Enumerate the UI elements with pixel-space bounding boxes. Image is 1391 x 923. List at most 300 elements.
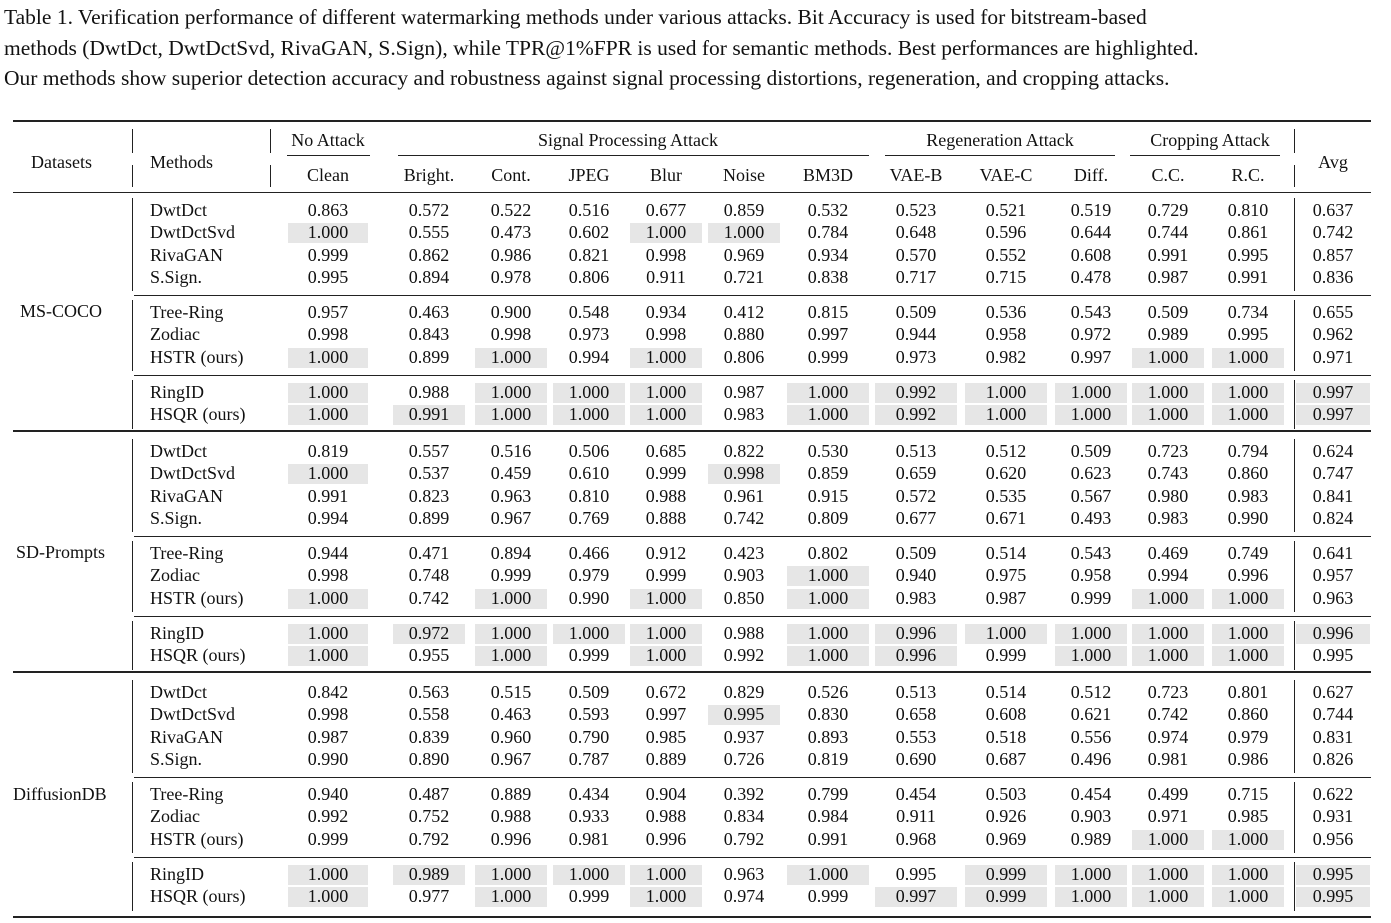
metric-value: 0.515	[490, 682, 532, 702]
metric-value: 1.000	[807, 404, 849, 425]
metric-value: 0.979	[568, 565, 610, 586]
avg-value: 0.637	[1312, 200, 1354, 220]
metric-value: 0.659	[895, 463, 937, 484]
metric-value: 0.743	[1147, 463, 1189, 484]
metric-value: 0.784	[807, 222, 849, 243]
column-separator	[1294, 439, 1295, 532]
avg-value: 0.956	[1312, 828, 1354, 849]
metric-value: 0.992	[895, 404, 937, 425]
metric-value: 0.991	[1227, 266, 1269, 287]
metric-value: 0.509	[895, 302, 937, 322]
metric-value: 0.567	[1070, 485, 1112, 506]
metric-value: 1.000	[307, 346, 349, 367]
metric-value: 0.572	[408, 200, 450, 220]
metric-value: 0.516	[568, 200, 610, 220]
metric-value: 0.967	[490, 748, 532, 769]
metric-value: 0.999	[807, 886, 849, 907]
metric-value: 0.911	[896, 806, 936, 827]
column-separator	[1294, 129, 1295, 153]
method-name: Zodiac	[150, 565, 200, 586]
metric-value: 0.821	[568, 244, 610, 265]
metric-value: 0.972	[408, 623, 450, 643]
metric-value: 0.792	[408, 828, 450, 849]
metric-value: 0.512	[1070, 682, 1112, 702]
avg-value: 0.841	[1312, 485, 1354, 506]
metric-value: 0.983	[1227, 485, 1269, 506]
method-name: RingID	[150, 382, 204, 402]
block-rule	[134, 777, 1371, 778]
metric-value: 0.980	[1147, 485, 1189, 506]
metric-value: 0.392	[723, 784, 765, 804]
metric-value: 0.822	[723, 441, 765, 461]
metric-value: 0.975	[985, 565, 1027, 586]
metric-value: 0.982	[985, 346, 1027, 367]
metric-value: 0.983	[1147, 507, 1189, 528]
column-header: Noise	[723, 165, 765, 185]
method-name: HSTR (ours)	[150, 346, 244, 367]
avg-value: 0.996	[1312, 623, 1354, 643]
metric-value: 1.000	[1147, 587, 1189, 608]
metric-value: 1.000	[1227, 886, 1269, 907]
group-header: Cropping Attack	[1150, 130, 1270, 150]
metric-value: 0.819	[307, 441, 349, 461]
metric-value: 0.742	[408, 587, 450, 608]
metric-value: 0.715	[1227, 784, 1269, 804]
metric-value: 0.989	[1147, 324, 1189, 345]
metric-value: 0.988	[723, 623, 765, 643]
metric-value: 1.000	[307, 404, 349, 425]
metric-value: 0.473	[490, 222, 532, 243]
metric-value: 0.593	[568, 704, 610, 725]
metric-value: 0.969	[723, 244, 765, 265]
block-rule	[134, 857, 1371, 858]
metric-value: 0.981	[1147, 748, 1189, 769]
group-header: Regeneration Attack	[926, 130, 1074, 150]
metric-value: 0.999	[307, 828, 349, 849]
metric-value: 1.000	[568, 382, 610, 402]
metric-value: 0.996	[895, 645, 937, 666]
metric-value: 0.998	[307, 324, 349, 345]
metric-value: 0.903	[1070, 806, 1112, 827]
metric-value: 0.889	[490, 784, 532, 804]
metric-value: 1.000	[807, 864, 849, 884]
metric-value: 0.459	[490, 463, 532, 484]
metric-value: 1.000	[1147, 645, 1189, 666]
metric-value: 0.999	[985, 886, 1027, 907]
metric-value: 1.000	[1227, 346, 1269, 367]
metric-value: 0.977	[408, 886, 450, 907]
group-underline	[287, 155, 370, 156]
metric-value: 0.974	[1147, 726, 1189, 747]
block-rule	[134, 536, 1371, 537]
metric-value: 0.998	[645, 324, 687, 345]
column-header: C.C.	[1151, 165, 1185, 185]
metric-value: 0.985	[1227, 806, 1269, 827]
metric-value: 0.563	[408, 682, 450, 702]
group-underline	[885, 155, 1115, 156]
metric-value: 0.995	[1227, 244, 1269, 265]
metric-value: 1.000	[645, 864, 687, 884]
metric-value: 0.412	[723, 302, 765, 322]
method-name: S.Sign.	[150, 748, 203, 769]
metric-value: 1.000	[307, 382, 349, 402]
metric-value: 0.933	[568, 806, 610, 827]
metric-value: 0.880	[723, 324, 765, 345]
method-name: HSQR (ours)	[150, 886, 246, 907]
metric-value: 0.999	[568, 645, 610, 666]
metric-value: 0.961	[723, 485, 765, 506]
metric-value: 0.690	[895, 748, 937, 769]
column-header: Clean	[307, 165, 349, 185]
metric-value: 0.978	[490, 266, 532, 287]
metric-value: 0.478	[1070, 266, 1112, 287]
metric-value: 0.509	[895, 543, 937, 563]
metric-value: 0.537	[408, 463, 450, 484]
metric-value: 0.810	[1227, 200, 1269, 220]
metric-value: 0.514	[985, 543, 1027, 563]
avg-value: 0.962	[1312, 324, 1354, 345]
method-name: DwtDct	[150, 441, 207, 461]
metric-value: 0.671	[985, 507, 1027, 528]
metric-value: 1.000	[985, 623, 1027, 643]
dataset-label: SD-Prompts	[16, 542, 106, 562]
metric-value: 1.000	[307, 886, 349, 907]
avg-value: 0.995	[1312, 645, 1354, 666]
caption-line: Our methods show superior detection accuracy and robustness against signal processing distortions, regeneration, and cropping attacks.	[4, 66, 1170, 90]
avg-value: 0.857	[1312, 244, 1354, 265]
avg-value: 0.963	[1312, 587, 1354, 608]
metric-value: 0.937	[723, 726, 765, 747]
metric-value: 0.998	[490, 324, 532, 345]
metric-value: 1.000	[490, 382, 532, 402]
metric-value: 0.838	[807, 266, 849, 287]
avg-value: 0.957	[1312, 565, 1354, 586]
method-name: RingID	[150, 623, 204, 643]
method-name: Zodiac	[150, 324, 200, 345]
metric-value: 0.610	[568, 463, 610, 484]
metric-value: 0.967	[490, 507, 532, 528]
metric-value: 1.000	[1070, 886, 1112, 907]
metric-value: 0.536	[985, 302, 1027, 322]
metric-value: 0.715	[985, 266, 1027, 287]
metric-value: 0.991	[307, 485, 349, 506]
metric-value: 1.000	[568, 623, 610, 643]
metric-value: 0.658	[895, 704, 937, 725]
metric-value: 0.987	[307, 726, 349, 747]
column-header: R.C.	[1231, 165, 1265, 185]
metric-value: 0.493	[1070, 507, 1112, 528]
method-name: Tree-Ring	[150, 302, 224, 322]
metric-value: 0.463	[490, 704, 532, 725]
dataset-label: DiffusionDB	[13, 784, 107, 804]
metric-value: 0.556	[1070, 726, 1112, 747]
metric-value: 1.000	[307, 864, 349, 884]
metric-value: 1.000	[1070, 382, 1112, 402]
method-name: HSTR (ours)	[150, 587, 244, 608]
metric-value: 0.995	[1227, 324, 1269, 345]
metric-value: 0.555	[408, 222, 450, 243]
metric-value: 0.972	[1070, 324, 1112, 345]
metric-value: 1.000	[490, 886, 532, 907]
metric-value: 0.843	[408, 324, 450, 345]
metric-value: 1.000	[807, 382, 849, 402]
avg-value: 0.627	[1312, 682, 1354, 702]
metric-value: 0.915	[807, 485, 849, 506]
metric-value: 0.983	[723, 404, 765, 425]
caption-line: methods (DwtDct, DwtDctSvd, RivaGAN, S.Sign), while TPR@1%FPR is used for semantic methods. Best performances are highlighted.	[4, 35, 1199, 60]
metric-value: 0.596	[985, 222, 1027, 243]
metric-value: 0.557	[408, 441, 450, 461]
metric-value: 0.687	[985, 748, 1027, 769]
metric-value: 0.957	[307, 302, 349, 322]
metric-value: 0.990	[568, 587, 610, 608]
metric-value: 0.752	[408, 806, 450, 827]
metric-value: 0.995	[723, 704, 765, 725]
metric-value: 0.968	[895, 828, 937, 849]
method-name: HSTR (ours)	[150, 828, 244, 849]
metric-value: 0.988	[408, 382, 450, 402]
method-name: HSQR (ours)	[150, 404, 246, 425]
metric-value: 0.862	[408, 244, 450, 265]
metric-value: 1.000	[985, 404, 1027, 425]
metric-value: 1.000	[807, 623, 849, 643]
column-header: VAE-C	[979, 165, 1033, 185]
metric-value: 0.548	[568, 302, 610, 322]
metric-value: 0.985	[645, 726, 687, 747]
metric-value: 0.912	[645, 543, 687, 563]
column-header: JPEG	[568, 165, 610, 185]
metric-value: 1.000	[1147, 864, 1189, 884]
metric-value: 0.955	[408, 645, 450, 666]
metric-value: 1.000	[723, 222, 765, 243]
metric-value: 0.463	[408, 302, 450, 322]
metric-value: 0.839	[408, 726, 450, 747]
metric-value: 0.543	[1070, 302, 1112, 322]
metric-value: 0.971	[1147, 806, 1189, 827]
avg-value: 0.995	[1312, 864, 1354, 884]
metric-value: 0.860	[1227, 463, 1269, 484]
metric-value: 0.989	[1070, 828, 1112, 849]
metric-value: 0.944	[307, 543, 349, 563]
metric-value: 0.819	[807, 748, 849, 769]
metric-value: 0.526	[807, 682, 849, 702]
metric-value: 0.769	[568, 507, 610, 528]
metric-value: 0.989	[408, 864, 450, 884]
datasets-header: Datasets	[31, 152, 92, 172]
bottom-rule	[13, 916, 1371, 918]
method-name: DwtDctSvd	[150, 222, 235, 243]
metric-value: 0.543	[1070, 543, 1112, 563]
metric-value: 0.535	[985, 485, 1027, 506]
metric-value: 0.990	[1227, 507, 1269, 528]
metric-value: 0.934	[807, 244, 849, 265]
metric-value: 0.998	[723, 463, 765, 484]
metric-value: 0.717	[895, 266, 937, 287]
metric-value: 0.990	[307, 748, 349, 769]
metric-value: 0.889	[645, 748, 687, 769]
metric-value: 1.000	[307, 623, 349, 643]
metric-value: 1.000	[490, 404, 532, 425]
metric-value: 0.842	[307, 682, 349, 702]
column-header: Bright.	[403, 165, 455, 185]
metric-value: 0.466	[568, 543, 610, 563]
metric-value: 0.890	[408, 748, 450, 769]
metric-value: 0.721	[723, 266, 765, 287]
avg-value: 0.824	[1312, 507, 1354, 528]
metric-value: 0.830	[807, 704, 849, 725]
metric-value: 0.986	[1227, 748, 1269, 769]
metric-value: 1.000	[1070, 623, 1112, 643]
metric-value: 0.742	[1147, 704, 1189, 725]
column-separator	[132, 380, 133, 429]
metric-value: 0.991	[807, 828, 849, 849]
column-header: Cont.	[491, 165, 531, 185]
metric-value: 0.509	[1070, 441, 1112, 461]
method-name: Tree-Ring	[150, 784, 224, 804]
metric-value: 0.454	[895, 784, 937, 804]
top-rule	[13, 120, 1371, 122]
metric-value: 1.000	[568, 404, 610, 425]
header-rule	[13, 192, 1371, 193]
column-separator	[132, 439, 133, 532]
metric-value: 0.514	[985, 682, 1027, 702]
metric-value: 0.794	[1227, 441, 1269, 461]
metric-value: 1.000	[490, 587, 532, 608]
metric-value: 0.620	[985, 463, 1027, 484]
metric-value: 1.000	[807, 587, 849, 608]
column-header: Diff.	[1073, 165, 1109, 185]
metric-value: 0.749	[1227, 543, 1269, 563]
metric-value: 0.987	[985, 587, 1027, 608]
avg-header: Avg	[1318, 152, 1348, 172]
metric-value: 1.000	[645, 346, 687, 367]
metric-value: 0.423	[723, 543, 765, 563]
metric-value: 0.996	[1227, 565, 1269, 586]
metric-value: 0.685	[645, 441, 687, 461]
metric-value: 0.519	[1070, 200, 1112, 220]
metric-value: 0.518	[985, 726, 1027, 747]
metric-value: 0.608	[1070, 244, 1112, 265]
metric-value: 0.900	[490, 302, 532, 322]
metric-value: 0.799	[807, 784, 849, 804]
metric-value: 1.000	[1147, 886, 1189, 907]
metric-value: 0.988	[645, 485, 687, 506]
metric-value: 0.434	[568, 784, 610, 804]
column-header: BM3D	[802, 165, 853, 185]
metric-value: 0.995	[307, 266, 349, 287]
column-separator	[132, 165, 133, 187]
metric-value: 0.469	[1147, 543, 1189, 563]
metric-value: 1.000	[645, 645, 687, 666]
metric-value: 0.899	[408, 346, 450, 367]
metric-value: 0.981	[568, 828, 610, 849]
metric-value: 0.726	[723, 748, 765, 769]
metric-value: 1.000	[1147, 346, 1189, 367]
metric-value: 0.644	[1070, 222, 1112, 243]
metric-value: 0.608	[985, 704, 1027, 725]
metric-value: 0.523	[895, 200, 937, 220]
metric-value: 0.893	[807, 726, 849, 747]
metric-value: 0.790	[568, 726, 610, 747]
group-header: Signal Processing Attack	[538, 130, 718, 150]
metric-value: 0.516	[490, 441, 532, 461]
method-name: S.Sign.	[150, 266, 203, 287]
metric-value: 1.000	[1227, 404, 1269, 425]
metric-value: 1.000	[1147, 828, 1189, 849]
metric-value: 0.672	[645, 682, 687, 702]
column-separator	[1294, 198, 1295, 291]
metric-value: 0.471	[408, 543, 450, 563]
metric-value: 0.999	[985, 645, 1027, 666]
metric-value: 0.809	[807, 507, 849, 528]
column-separator	[132, 680, 133, 773]
metric-value: 1.000	[307, 645, 349, 666]
metric-value: 0.988	[490, 806, 532, 827]
metric-value: 0.723	[1147, 682, 1189, 702]
metric-value: 0.903	[723, 565, 765, 586]
metric-value: 0.997	[1070, 346, 1112, 367]
group-header: No Attack	[291, 130, 365, 150]
metric-value: 0.487	[408, 784, 450, 804]
metric-value: 0.974	[723, 886, 765, 907]
method-name: S.Sign.	[150, 507, 203, 528]
metric-value: 0.888	[645, 507, 687, 528]
metric-value: 0.934	[645, 302, 687, 322]
avg-value: 0.744	[1312, 704, 1354, 725]
method-name: DwtDctSvd	[150, 704, 235, 725]
method-name: RivaGAN	[150, 726, 223, 747]
metric-value: 0.861	[1227, 222, 1269, 243]
avg-value: 0.742	[1312, 222, 1354, 243]
metric-value: 1.000	[490, 864, 532, 884]
column-separator	[1294, 621, 1295, 670]
metric-value: 0.999	[490, 565, 532, 586]
metric-value: 0.677	[895, 507, 937, 528]
metric-value: 0.677	[645, 200, 687, 220]
metric-value: 1.000	[490, 645, 532, 666]
metric-value: 0.996	[490, 828, 532, 849]
metric-value: 0.859	[807, 463, 849, 484]
metric-value: 0.648	[895, 222, 937, 243]
metric-value: 0.894	[408, 266, 450, 287]
metric-value: 1.000	[1070, 404, 1112, 425]
avg-value: 0.826	[1312, 748, 1354, 769]
metric-value: 1.000	[307, 587, 349, 608]
metric-value: 0.572	[895, 485, 937, 506]
metric-value: 0.850	[723, 587, 765, 608]
metric-value: 0.994	[1147, 565, 1189, 586]
method-name: DwtDct	[150, 682, 207, 702]
metric-value: 0.984	[807, 806, 849, 827]
metric-value: 0.792	[723, 828, 765, 849]
metric-value: 0.999	[307, 244, 349, 265]
metric-value: 1.000	[307, 463, 349, 484]
metric-value: 0.992	[723, 645, 765, 666]
metric-value: 0.834	[723, 806, 765, 827]
metric-value: 0.521	[985, 200, 1027, 220]
metric-value: 0.987	[723, 382, 765, 402]
column-separator	[132, 129, 133, 153]
metric-value: 0.994	[307, 507, 349, 528]
metric-value: 0.621	[1070, 704, 1112, 725]
method-name: DwtDct	[150, 200, 207, 220]
metric-value: 1.000	[807, 645, 849, 666]
column-separator	[132, 198, 133, 291]
dataset-rule	[13, 430, 1371, 432]
metric-value: 0.987	[1147, 266, 1189, 287]
column-header: Blur	[649, 165, 682, 185]
metric-value: 0.999	[645, 565, 687, 586]
